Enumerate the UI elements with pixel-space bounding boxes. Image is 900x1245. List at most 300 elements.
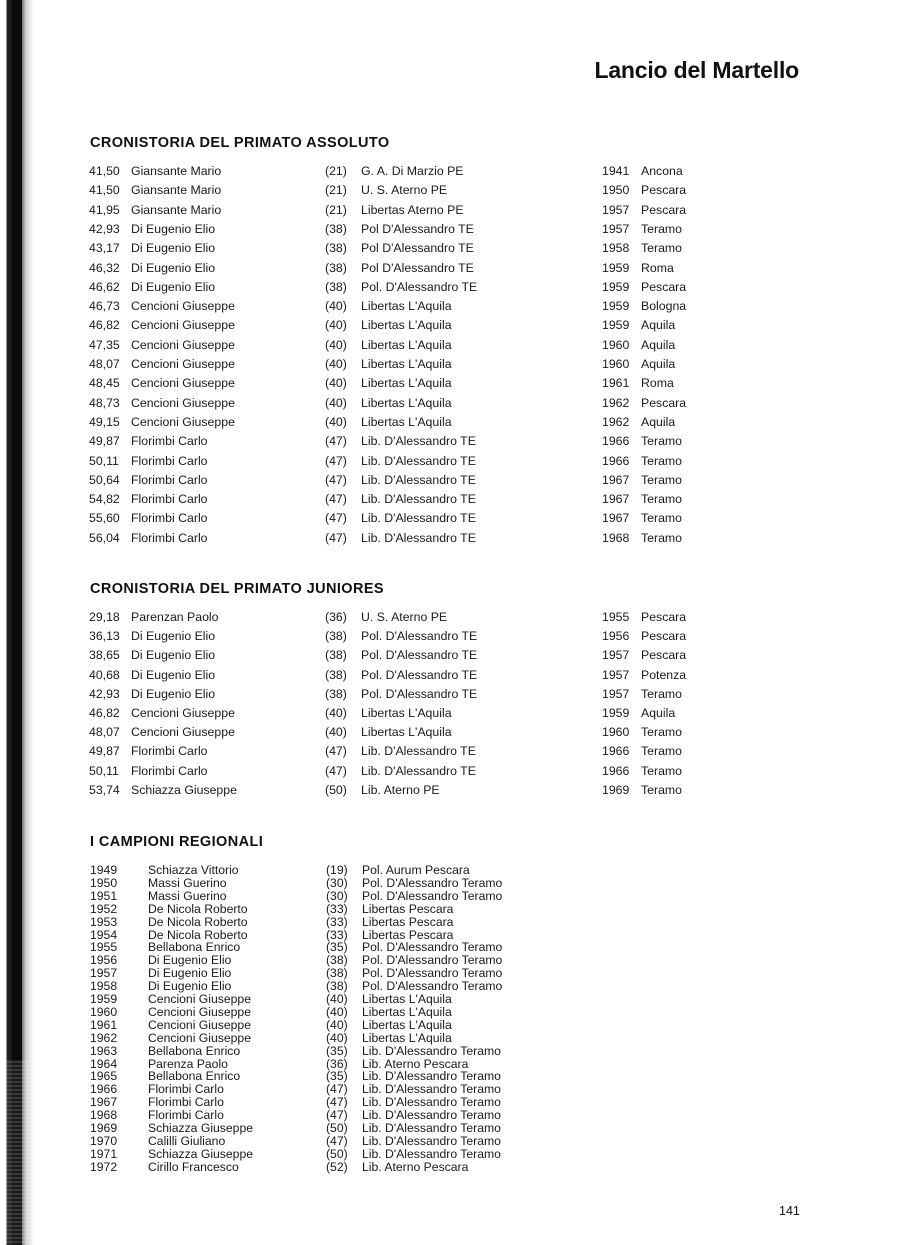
table-row xyxy=(0,336,900,355)
birth-year: (47) xyxy=(326,1082,348,1097)
record-year: 1959 xyxy=(602,318,630,333)
record-year: 1961 xyxy=(602,376,630,391)
list-item xyxy=(0,1019,900,1032)
birth-year: (40) xyxy=(325,414,347,429)
champion-name: Schiazza Vittorio xyxy=(148,863,239,877)
birth-year: (50) xyxy=(325,782,347,797)
champion-year: 1964 xyxy=(90,1056,118,1071)
table-row xyxy=(0,162,900,181)
record-city: Teramo xyxy=(641,782,683,797)
record-city: Potenza xyxy=(641,667,687,682)
champion-name: De Nicola Roberto xyxy=(148,927,248,942)
section-heading-juniores: CRONISTORIA DEL PRIMATO JUNIORES xyxy=(90,581,384,597)
record-year: 1957 xyxy=(602,667,630,682)
record-mark: 36,13 xyxy=(89,629,120,644)
table-row xyxy=(0,220,900,239)
club-name: U. S. Aterno PE xyxy=(361,610,448,624)
birth-year: (38) xyxy=(325,686,347,701)
club-name: Lib. Aterno Pescara xyxy=(362,1159,469,1174)
champion-name: Bellabona Enrico xyxy=(148,1043,241,1058)
birth-year: (40) xyxy=(325,318,347,333)
champion-name: Cencioni Giuseppe xyxy=(148,1030,251,1045)
athlete-name: Cencioni Giuseppe xyxy=(131,376,235,391)
table-row xyxy=(0,452,900,471)
club-name: Libertas Pescara xyxy=(362,914,454,929)
birth-year: (38) xyxy=(326,966,348,981)
record-mark: 40,68 xyxy=(89,667,120,682)
birth-year: (52) xyxy=(326,1159,348,1174)
record-year: 1967 xyxy=(602,492,630,507)
athlete-name: Cencioni Giuseppe xyxy=(131,337,235,352)
birth-year: (35) xyxy=(326,940,348,955)
record-year: 1959 xyxy=(602,299,630,314)
athlete-name: Di Eugenio Elio xyxy=(131,686,216,701)
birth-year: (40) xyxy=(326,992,348,1006)
birth-year: (38) xyxy=(325,648,347,663)
record-city: Teramo xyxy=(641,434,683,449)
athlete-name: Di Eugenio Elio xyxy=(131,221,216,236)
champion-year: 1963 xyxy=(90,1043,118,1058)
club-name: G. A. Di Marzio PE xyxy=(361,164,464,178)
record-mark: 47,35 xyxy=(89,337,120,352)
club-name: Libertas L'Aquila xyxy=(362,1017,452,1032)
birth-year: (40) xyxy=(325,376,347,391)
champion-name: Di Eugenio Elio xyxy=(148,953,232,968)
record-mark: 43,17 xyxy=(89,241,120,256)
record-city: Teramo xyxy=(641,725,683,740)
athlete-name: Di Eugenio Elio xyxy=(131,260,216,275)
table-row xyxy=(0,529,900,548)
record-city: Aquila xyxy=(641,337,676,352)
birth-year: (35) xyxy=(326,1069,348,1084)
record-city: Pescara xyxy=(641,202,687,217)
athlete-name: Florimbi Carlo xyxy=(131,530,208,545)
club-name: Lib. D'Alessandro TE xyxy=(361,530,476,545)
club-name: Pol D'Alessandro TE xyxy=(361,241,474,256)
record-year: 1960 xyxy=(602,357,630,371)
champion-name: Schiazza Giuseppe xyxy=(148,1146,254,1161)
athlete-name: Giansante Mario xyxy=(131,183,222,198)
page-number: 141 xyxy=(779,1204,800,1218)
birth-year: (50) xyxy=(326,1146,348,1161)
athlete-name: Giansante Mario xyxy=(131,164,222,178)
birth-year: (40) xyxy=(326,1030,348,1045)
record-mark: 41,95 xyxy=(89,202,120,217)
champion-year: 1971 xyxy=(90,1146,118,1161)
champion-year: 1968 xyxy=(90,1108,118,1123)
champion-name: Parenza Paolo xyxy=(148,1056,228,1071)
record-city: Teramo xyxy=(641,744,683,759)
birth-year: (36) xyxy=(326,1056,348,1071)
champion-name: Cencioni Giuseppe xyxy=(148,1004,251,1019)
record-mark: 53,74 xyxy=(89,782,120,797)
birth-year: (30) xyxy=(326,888,348,903)
record-year: 1962 xyxy=(602,395,630,410)
record-year: 1950 xyxy=(602,183,630,198)
record-city: Bologna xyxy=(641,299,687,314)
champion-year: 1965 xyxy=(90,1069,118,1084)
record-city: Ancona xyxy=(641,164,683,178)
athlete-name: Di Eugenio Elio xyxy=(131,648,216,663)
record-mark: 50,11 xyxy=(89,453,119,468)
club-name: Lib. D'Alessandro TE xyxy=(361,434,476,449)
champion-name: Bellabona Enrico xyxy=(148,1069,241,1084)
record-city: Pescara xyxy=(641,610,687,624)
birth-year: (47) xyxy=(326,1133,348,1148)
champion-name: Cencioni Giuseppe xyxy=(148,992,251,1006)
table-row xyxy=(0,181,900,200)
athlete-name: Florimbi Carlo xyxy=(131,472,208,487)
table-row xyxy=(0,742,900,761)
table-row xyxy=(0,259,900,278)
club-name: Lib. D'Alessandro TE xyxy=(361,744,476,759)
table-row xyxy=(0,316,900,335)
club-name: Pol. D'Alessandro TE xyxy=(361,667,478,682)
club-name: Pol. D'Alessandro Teramo xyxy=(362,966,503,981)
club-name: Libertas L'Aquila xyxy=(362,992,452,1006)
athlete-name: Florimbi Carlo xyxy=(131,744,208,759)
record-mark: 42,93 xyxy=(89,686,120,701)
birth-year: (40) xyxy=(325,357,347,371)
record-year: 1967 xyxy=(602,511,630,526)
champion-year: 1967 xyxy=(90,1095,118,1110)
club-name: Lib. Aterno PE xyxy=(361,782,440,797)
record-mark: 56,04 xyxy=(89,530,120,545)
birth-year: (21) xyxy=(325,202,347,217)
athlete-name: Florimbi Carlo xyxy=(131,434,208,449)
club-name: Libertas L'Aquila xyxy=(361,357,452,371)
birth-year: (47) xyxy=(325,472,347,487)
birth-year: (47) xyxy=(326,1108,348,1123)
club-name: Lib. D'Alessandro Teramo xyxy=(362,1146,501,1161)
birth-year: (47) xyxy=(325,434,347,449)
record-city: Pescara xyxy=(641,648,687,663)
club-name: Pol D'Alessandro TE xyxy=(361,260,474,275)
birth-year: (40) xyxy=(325,395,347,410)
record-city: Pescara xyxy=(641,629,687,644)
club-name: Lib. Aterno Pescara xyxy=(362,1056,469,1071)
club-name: Lib. D'Alessandro Teramo xyxy=(362,1082,501,1097)
table-row xyxy=(0,762,900,781)
record-year: 1956 xyxy=(602,629,630,644)
record-year: 1957 xyxy=(602,221,630,236)
record-mark: 50,64 xyxy=(89,472,120,487)
athlete-name: Cencioni Giuseppe xyxy=(131,318,235,333)
club-name: Libertas L'Aquila xyxy=(362,1030,452,1045)
record-city: Teramo xyxy=(641,763,683,778)
athlete-name: Di Eugenio Elio xyxy=(131,279,216,294)
section-heading-campioni: I CAMPIONI REGIONALI xyxy=(90,834,264,850)
record-year: 1959 xyxy=(602,260,630,275)
record-city: Aquila xyxy=(641,318,676,333)
birth-year: (30) xyxy=(326,875,348,890)
record-mark: 48,73 xyxy=(89,395,120,410)
athlete-name: Florimbi Carlo xyxy=(131,763,208,778)
champion-name: Di Eugenio Elio xyxy=(148,966,232,981)
club-name: Lib. D'Alessandro TE xyxy=(361,453,476,468)
birth-year: (38) xyxy=(325,260,347,275)
champion-year: 1957 xyxy=(90,966,118,981)
record-mark: 41,50 xyxy=(89,164,120,178)
champion-year: 1962 xyxy=(90,1030,118,1045)
record-mark: 50,11 xyxy=(89,763,119,778)
record-year: 1966 xyxy=(602,744,630,759)
athlete-name: Florimbi Carlo xyxy=(131,511,208,526)
club-name: Pol. D'Alessandro Teramo xyxy=(362,888,503,903)
birth-year: (38) xyxy=(325,629,347,644)
champion-year: 1955 xyxy=(90,940,118,955)
champion-name: Florimbi Carlo xyxy=(148,1108,224,1123)
record-city: Pescara xyxy=(641,395,687,410)
champion-name: De Nicola Roberto xyxy=(148,901,248,916)
club-name: Pol. D'Alessandro TE xyxy=(361,629,478,644)
page-title: Lancio del Martello xyxy=(594,57,799,83)
record-mark: 46,32 xyxy=(89,260,120,275)
club-name: Libertas L'Aquila xyxy=(361,376,452,391)
club-name: Pol. D'Alessandro Teramo xyxy=(362,979,503,994)
record-city: Aquila xyxy=(641,414,676,429)
birth-year: (38) xyxy=(326,953,348,968)
club-name: Lib. D'Alessandro TE xyxy=(361,511,476,526)
champion-year: 1958 xyxy=(90,979,118,994)
birth-year: (40) xyxy=(325,706,347,720)
champion-name: Massi Guerino xyxy=(148,875,227,890)
record-mark: 29,18 xyxy=(89,610,120,624)
record-year: 1957 xyxy=(602,686,630,701)
record-city: Teramo xyxy=(641,221,683,236)
club-name: Lib. D'Alessandro TE xyxy=(361,492,476,507)
birth-year: (47) xyxy=(325,744,347,759)
record-mark: 46,62 xyxy=(89,279,120,294)
club-name: Lib. D'Alessandro Teramo xyxy=(362,1043,501,1058)
record-city: Pescara xyxy=(641,279,687,294)
birth-year: (40) xyxy=(326,1004,348,1019)
list-item xyxy=(0,993,900,1006)
champion-name: Cencioni Giuseppe xyxy=(148,1017,251,1032)
record-mark: 48,45 xyxy=(89,376,120,391)
birth-year: (38) xyxy=(325,241,347,256)
club-name: Pol. D'Alessandro Teramo xyxy=(362,940,503,955)
record-year: 1967 xyxy=(602,472,630,487)
club-name: Libertas L'Aquila xyxy=(361,299,452,314)
birth-year: (19) xyxy=(326,863,348,877)
record-year: 1966 xyxy=(602,453,630,468)
champion-name: Florimbi Carlo xyxy=(148,1095,224,1110)
birth-year: (21) xyxy=(325,164,347,178)
club-name: Libertas L'Aquila xyxy=(361,414,452,429)
champion-name: Florimbi Carlo xyxy=(148,1082,224,1097)
record-city: Teramo xyxy=(641,511,683,526)
table-row xyxy=(0,509,900,528)
athlete-name: Di Eugenio Elio xyxy=(131,629,216,644)
record-city: Teramo xyxy=(641,472,683,487)
table-row xyxy=(0,646,900,665)
birth-year: (33) xyxy=(326,901,348,916)
list-item xyxy=(0,1045,900,1058)
table-row xyxy=(0,374,900,393)
record-city: Pescara xyxy=(641,183,687,198)
athlete-name: Cencioni Giuseppe xyxy=(131,706,235,720)
record-city: Roma xyxy=(641,376,674,391)
champion-name: Schiazza Giuseppe xyxy=(148,1121,254,1135)
club-name: Libertas L'Aquila xyxy=(361,725,452,740)
birth-year: (40) xyxy=(325,299,347,314)
record-year: 1960 xyxy=(602,337,630,352)
athlete-name: Florimbi Carlo xyxy=(131,453,208,468)
list-item xyxy=(0,1148,900,1161)
table-row xyxy=(0,201,900,220)
athlete-name: Di Eugenio Elio xyxy=(131,241,216,256)
athlete-name: Schiazza Giuseppe xyxy=(131,782,237,797)
table-row xyxy=(0,704,900,723)
champion-year: 1951 xyxy=(90,888,118,903)
club-name: Libertas Pescara xyxy=(362,927,454,942)
record-mark: 42,93 xyxy=(89,221,120,236)
list-item xyxy=(0,877,900,890)
record-city: Aquila xyxy=(641,706,676,720)
birth-year: (47) xyxy=(325,763,347,778)
athlete-name: Cencioni Giuseppe xyxy=(131,414,235,429)
champion-name: De Nicola Roberto xyxy=(148,914,248,929)
birth-year: (38) xyxy=(325,279,347,294)
champion-name: Calilli Giuliano xyxy=(148,1133,226,1148)
list-item xyxy=(0,916,900,929)
record-mark: 46,82 xyxy=(89,318,120,333)
birth-year: (47) xyxy=(325,530,347,545)
record-year: 1960 xyxy=(602,725,630,740)
table-row xyxy=(0,278,900,297)
athlete-name: Cencioni Giuseppe xyxy=(131,395,235,410)
record-year: 1941 xyxy=(602,164,630,178)
champion-name: Cirillo Francesco xyxy=(148,1159,239,1174)
champion-year: 1949 xyxy=(90,863,118,877)
list-item xyxy=(0,903,900,916)
record-mark: 49,15 xyxy=(89,414,120,429)
record-mark: 55,60 xyxy=(89,511,120,526)
champion-year: 1950 xyxy=(90,875,118,890)
record-mark: 49,87 xyxy=(89,744,120,759)
athlete-name: Florimbi Carlo xyxy=(131,492,208,507)
club-name: Libertas Aterno PE xyxy=(361,202,464,217)
birth-year: (47) xyxy=(326,1095,348,1110)
table-row xyxy=(0,666,900,685)
athlete-name: Cencioni Giuseppe xyxy=(131,299,235,314)
record-city: Teramo xyxy=(641,453,683,468)
table-row xyxy=(0,297,900,316)
athlete-name: Cencioni Giuseppe xyxy=(131,725,235,740)
champion-year: 1953 xyxy=(90,914,118,929)
club-name: Pol. D'Alessandro Teramo xyxy=(362,875,503,890)
record-city: Teramo xyxy=(641,492,683,507)
club-name: Lib. D'Alessandro Teramo xyxy=(362,1108,501,1123)
champion-year: 1960 xyxy=(90,1004,118,1019)
table-row xyxy=(0,723,900,742)
champion-year: 1970 xyxy=(90,1133,118,1148)
club-name: Lib. D'Alessandro TE xyxy=(361,763,476,778)
birth-year: (47) xyxy=(325,453,347,468)
record-year: 1966 xyxy=(602,434,630,449)
table-row xyxy=(0,490,900,509)
champion-name: Massi Guerino xyxy=(148,888,227,903)
record-city: Teramo xyxy=(641,686,683,701)
table-row xyxy=(0,239,900,258)
record-city: Aquila xyxy=(641,357,676,371)
club-name: U. S. Aterno PE xyxy=(361,183,448,198)
birth-year: (47) xyxy=(325,511,347,526)
birth-year: (50) xyxy=(326,1121,348,1135)
club-name: Lib. D'Alessandro Teramo xyxy=(362,1121,501,1135)
athlete-name: Parenzan Paolo xyxy=(131,610,219,624)
list-item xyxy=(0,1135,900,1148)
birth-year: (38) xyxy=(326,979,348,994)
record-year: 1968 xyxy=(602,530,630,545)
record-year: 1962 xyxy=(602,414,630,429)
champion-year: 1954 xyxy=(90,927,118,942)
record-mark: 38,65 xyxy=(89,648,120,663)
champion-year: 1966 xyxy=(90,1082,118,1097)
club-name: Pol. Aurum Pescara xyxy=(362,863,470,877)
club-name: Libertas L'Aquila xyxy=(361,318,452,333)
club-name: Libertas Pescara xyxy=(362,901,454,916)
champion-year: 1969 xyxy=(90,1121,118,1135)
club-name: Pol. D'Alessandro Teramo xyxy=(362,953,503,968)
champion-year: 1952 xyxy=(90,901,118,916)
record-year: 1955 xyxy=(602,610,630,624)
champion-year: 1956 xyxy=(90,953,118,968)
record-city: Roma xyxy=(641,260,674,275)
table-row xyxy=(0,627,900,646)
birth-year: (35) xyxy=(326,1043,348,1058)
club-name: Lib. D'Alessandro TE xyxy=(361,472,476,487)
record-year: 1959 xyxy=(602,706,630,720)
record-year: 1957 xyxy=(602,202,630,217)
birth-year: (38) xyxy=(325,221,347,236)
champion-year: 1972 xyxy=(90,1159,118,1174)
birth-year: (36) xyxy=(325,610,347,624)
record-mark: 48,07 xyxy=(89,357,120,371)
athlete-name: Cencioni Giuseppe xyxy=(131,357,235,371)
champion-year: 1961 xyxy=(90,1017,118,1032)
birth-year: (38) xyxy=(325,667,347,682)
list-item xyxy=(0,1161,900,1174)
birth-year: (40) xyxy=(325,337,347,352)
record-mark: 54,82 xyxy=(89,492,120,507)
birth-year: (33) xyxy=(326,914,348,929)
club-name: Libertas L'Aquila xyxy=(361,395,452,410)
birth-year: (21) xyxy=(325,183,347,198)
club-name: Lib. D'Alessandro Teramo xyxy=(362,1133,501,1148)
record-year: 1957 xyxy=(602,648,630,663)
section-heading-assoluto: CRONISTORIA DEL PRIMATO ASSOLUTO xyxy=(90,135,390,151)
table-row xyxy=(0,355,900,374)
champion-name: Di Eugenio Elio xyxy=(148,979,232,994)
athlete-name: Di Eugenio Elio xyxy=(131,667,216,682)
club-name: Libertas L'Aquila xyxy=(361,706,452,720)
champion-year: 1959 xyxy=(90,992,118,1006)
record-year: 1959 xyxy=(602,279,630,294)
record-city: Teramo xyxy=(641,241,683,256)
champion-name: Bellabona Enrico xyxy=(148,940,241,955)
table-row xyxy=(0,413,900,432)
table-row xyxy=(0,394,900,413)
record-mark: 46,73 xyxy=(89,299,120,314)
list-item xyxy=(0,1122,900,1135)
birth-year: (33) xyxy=(326,927,348,942)
birth-year: (40) xyxy=(326,1017,348,1032)
club-name: Libertas L'Aquila xyxy=(361,337,452,352)
athlete-name: Giansante Mario xyxy=(131,202,222,217)
record-mark: 49,87 xyxy=(89,434,120,449)
